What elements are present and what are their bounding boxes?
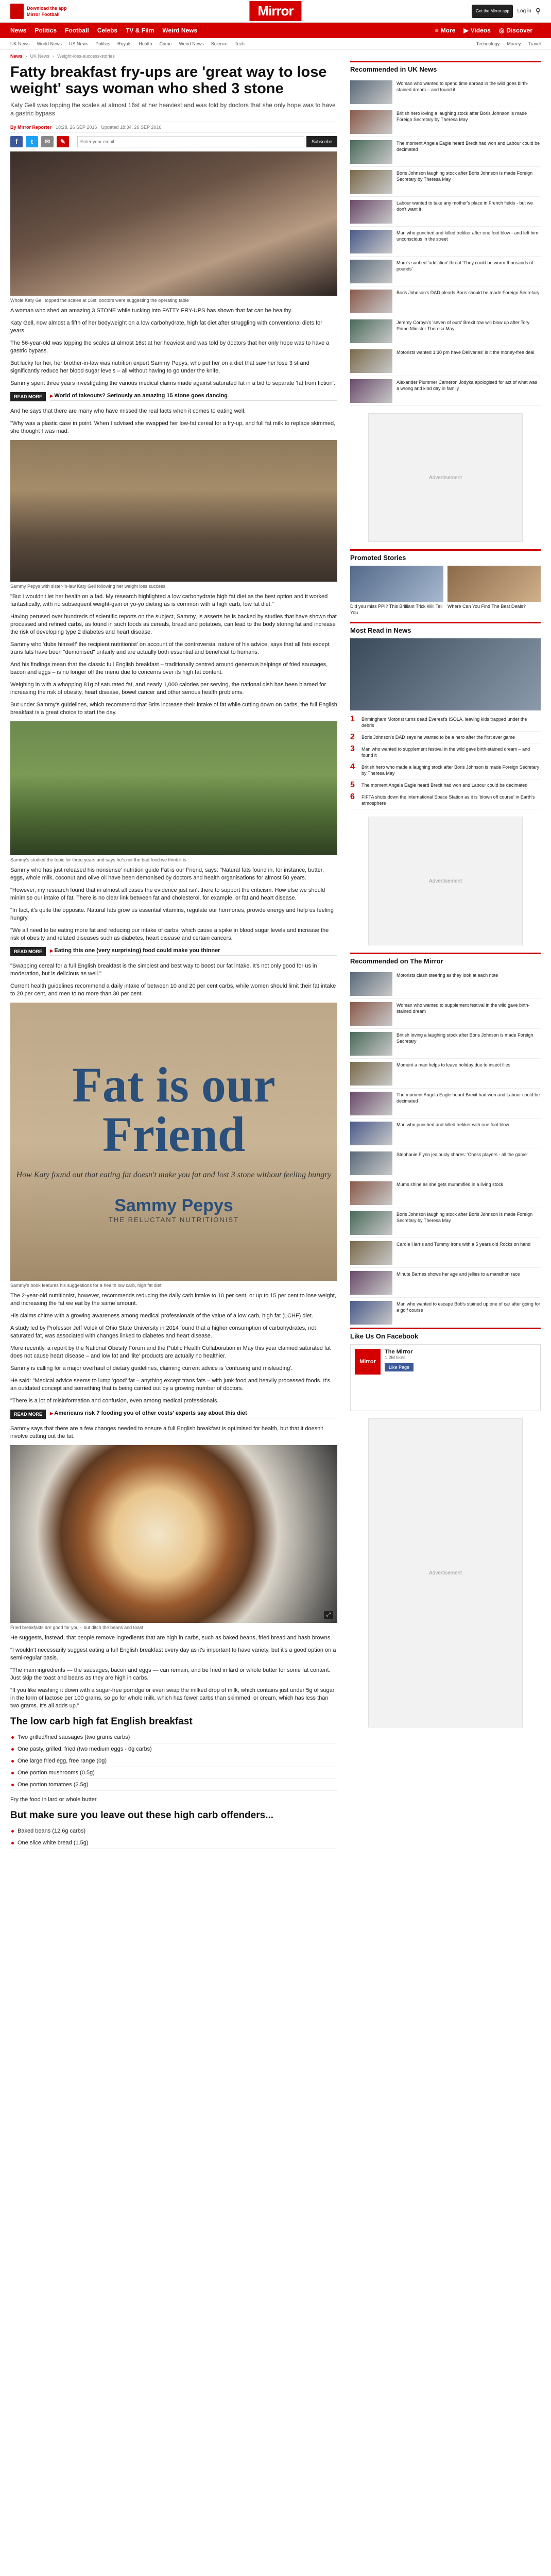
promoted-heading: Promoted Stories <box>350 549 541 566</box>
story-title: British hero loving a laughing stock after Boris Johnson is made Foreign Secretary by Theresa May <box>397 111 527 122</box>
book-quote: How Katy found out that eating fat doesn't make you fat and lost 3 stone without feeling hungry <box>16 1170 332 1179</box>
article-image-couple[interactable] <box>10 440 337 582</box>
sidebar-story[interactable] <box>350 1298 541 1328</box>
fb-likes: 1.2M likes <box>385 1355 406 1360</box>
subnav-item[interactable]: Crime <box>159 41 172 46</box>
read-more-box <box>10 392 337 401</box>
subnav-item[interactable]: Health <box>139 41 152 46</box>
story-thumbnail <box>350 140 392 164</box>
email-icon[interactable]: ✉ <box>41 136 54 147</box>
breadcrumb-uk-news[interactable]: UK News <box>30 54 50 59</box>
section-heading: But make sure you leave out these high carb offenders... <box>10 1810 274 1821</box>
story-thumbnail <box>350 1062 392 1086</box>
paragraph: Current health guidelines recommend a daily intake of between 10 and 20 per cent carbs, while women should limit their fat intake to 20 per cent, and men to no more than 30 per cent. <box>10 983 336 997</box>
mirror-fb-logo[interactable]: Mirror <box>355 1349 381 1375</box>
story-thumbnail <box>350 1181 392 1205</box>
paragraph: But lucky for her, her brother-in-law was nutrition expert Sammy Pepys, who put her on a diet that saw her lose 3 st and significantly reduce her blood sugar levels – all without having to go under the knife. <box>10 360 309 374</box>
paragraph: More recently, a report by the National Obesity Forum and the Public Health Collaboration in May this year claimed saturated fat does not cause heart disease – and low fat and 'lite' products are actually no healthier. <box>10 1345 331 1359</box>
rank-number: 1 <box>350 715 355 723</box>
list-item: One slice white bread (1.5g) <box>10 1837 337 1849</box>
story-title: Woman who wanted to supplement festival in the wild gave birth-stained dream <box>397 1003 530 1014</box>
sub-nav <box>0 38 551 49</box>
paragraph: "The main ingredients — the sausages, bacon and eggs — can remain, and be fried in lard or whole butter for some fat content. Just skip the toast and beans as they are high in carbs. <box>10 1667 331 1681</box>
sidebar-story[interactable] <box>350 227 541 257</box>
subnav-item[interactable]: Money <box>507 41 521 46</box>
sidebar-story[interactable] <box>350 197 541 227</box>
mirror-logo[interactable]: Mirror <box>249 1 301 21</box>
list-item: Two grilled/fried sausages (two grams carbs) <box>10 1732 337 1743</box>
story-thumbnail <box>350 1241 392 1265</box>
subnav-item[interactable]: Politics <box>95 41 110 46</box>
story-thumbnail <box>350 1151 392 1175</box>
rank-number: 4 <box>350 762 355 771</box>
sidebar-story[interactable] <box>350 1238 541 1268</box>
image-caption: Whole Katy Gell topped the scales at 16st, doctors were suggesting the operating table <box>10 298 189 303</box>
most-read-title: British hero who made a laughing stock after Boris Johnson is made Foreign Secretary by Theresa May <box>361 765 540 776</box>
byline-author[interactable]: By Mirror Reporter <box>10 125 52 130</box>
most-read-title: The moment Angela Eagle heard Brexit had won and Labour could be decimated <box>361 783 528 788</box>
subnav-item[interactable]: UK News <box>10 41 30 46</box>
story-thumbnail <box>350 1271 392 1295</box>
subnav-item[interactable]: Royals <box>117 41 132 46</box>
most-read-item[interactable] <box>350 743 541 761</box>
recommended-mirror-heading: Recommended on The Mirror <box>350 953 541 969</box>
paragraph: Sammy who has just released his nonsense' nutrition guide Fat is our Friend, says: "Natural fats found in, for instance, butter, eggs, whole milk, coconut and olive oil have been demonised by doctors and health organisations for almost 50 years. <box>10 867 324 881</box>
story-title: Boris Johnson's DAD pleads Boris should be made Foreign Secretary <box>397 290 540 295</box>
article-image-breakfast[interactable] <box>10 1445 337 1623</box>
like-us-heading: Like Us On Facebook <box>350 1328 541 1344</box>
facebook-icon[interactable]: f <box>10 136 23 147</box>
paragraph: "I wouldn't necessarily suggest eating a full English breakfast every day as it's important to have variety, but it's a good option on a semi-regular basis. <box>10 1647 336 1661</box>
article-image-book[interactable] <box>10 1003 337 1281</box>
paragraph: "But I wouldn't let her health on a fad. My research highlighted a low carbohydrate high fat diet as the best option and it worked fantastically, with no subsequent weight-gain or yo-yo dieting as is common with a high carb, low fat diet." <box>10 594 328 607</box>
sidebar-story[interactable] <box>350 1268 541 1298</box>
most-read-item[interactable] <box>350 791 541 809</box>
story-thumbnail <box>350 260 392 283</box>
list-item: One pasty, grilled, fried (two medium eggs - 0g carbs) <box>10 1743 337 1755</box>
sidebar-story[interactable] <box>350 346 541 376</box>
subnav-item[interactable]: Technology <box>476 41 500 46</box>
book-author: Sammy Pepys <box>114 1195 233 1215</box>
nav-item-videos[interactable]: ▶ Videos <box>463 27 491 34</box>
article-image-sammy[interactable] <box>10 721 337 855</box>
story-title: Man who punched and killed trekker with one foot blow <box>397 1122 509 1127</box>
story-title: Stephanie Flynn jealously shares: 'Chess players - all the game' <box>397 1152 528 1157</box>
sidebar-story[interactable] <box>350 376 541 406</box>
sidebar-story[interactable] <box>350 1029 541 1059</box>
recommended-heading: Recommended in UK News <box>350 61 541 77</box>
sidebar-story[interactable] <box>350 1089 541 1118</box>
paragraph: Sammy spent three years investigating the various medical claims made against saturated fat in a bid to separate 'fat from fiction'. <box>10 380 335 386</box>
read-more-box <box>10 1410 337 1419</box>
story-thumbnail <box>350 1122 392 1145</box>
promoted-stories <box>350 566 541 616</box>
image-caption: Sammy Pepys with sister-in-law Katy Gell following her weight loss success <box>10 584 166 589</box>
nav-item-football[interactable]: Football <box>65 27 89 34</box>
story-title: Mum's sunbed 'addiction' threat 'They could be worm-thousands of pounds' <box>397 260 533 272</box>
paragraph: And he says that there are many who have missed the real facts when it comes to eating well. <box>10 408 246 414</box>
sidebar-story[interactable] <box>350 969 541 999</box>
subnav-item[interactable]: Weird News <box>179 41 204 46</box>
list-item: One portion mushrooms (0.5g) <box>10 1767 337 1779</box>
most-read-item[interactable] <box>350 714 541 732</box>
story-thumbnail <box>350 80 392 104</box>
story-thumbnail <box>350 349 392 373</box>
offenders-list <box>10 1825 337 1849</box>
standfirst: Katy Gell was topping the scales at almost 16st at her heaviest and was told by doctors that she only hope was to have a gastric bypass <box>10 101 336 117</box>
promoted-story[interactable] <box>350 566 443 616</box>
search-icon[interactable]: ⚲ <box>535 7 541 15</box>
sidebar-story[interactable] <box>350 1059 541 1089</box>
most-read-title: Man who wanted to supplement festival in the wild gave birth-stained dream – and found it <box>361 747 530 758</box>
paragraph: Sammy is calling for a major overhaul of dietary guidelines, claiming current advice is 'confusing and misleading'. <box>10 1365 293 1371</box>
story-thumbnail <box>350 379 392 403</box>
nav-item-more[interactable]: ≡ More <box>435 27 456 34</box>
story-thumbnail <box>350 1092 392 1115</box>
list-footer: Fry the food in lard or whole butter. <box>10 1797 98 1803</box>
paragraph: A woman who shed an amazing 3 STONE while tucking into FATTY FRY-UPS has shown that fat can be healthy. <box>10 308 292 314</box>
most-read-title: Birmingham Motorist turns dead Everest's ISOLA, leaving kids trapped under the debris <box>361 717 527 728</box>
story-thumbnail <box>350 1002 392 1026</box>
most-read-title: FIFTA shuts down the International Space Station as it is 'blown off course' in Earth's atmosphere <box>361 794 535 806</box>
story-title: Jeremy Corbyn's 'seven of ours' Brexit row will blow up after Tory Prime Minister Theresa May <box>397 320 530 331</box>
menu-icon: ≡ <box>435 27 439 34</box>
share-bar <box>10 136 337 147</box>
sidebar-story[interactable] <box>350 77 541 107</box>
story-title: Mums shine as she gets mummified in a living stock <box>397 1182 504 1187</box>
byline-updated: Updated 18:34, 26 SEP 2016 <box>101 125 162 130</box>
sidebar-story[interactable] <box>350 1178 541 1208</box>
paragraph: He suggests, instead, that people remove ingredients that are high in carbs, such as baked beans, fried bread and hash browns. <box>10 1635 332 1641</box>
paragraph: "If you like washing it down with a sugar-free porridge or even swap the milked drop of milk, which contains just under 5g of sugar in the form of lactose per 100 grams, so go for whole milk, which has fewer carbs than skimmed, or cream, which has less than two grams. It's all adds up." <box>10 1687 335 1709</box>
story-title: Alexander Plummer Cameron Jodyka apologised for act of what was a wrong and kind day in family <box>397 380 538 391</box>
read-more-badge: READ MORE <box>10 392 46 401</box>
read-more-link[interactable]: ▶ World of takeouts? Seriously an amazing 15 stone goes dancing <box>50 393 337 401</box>
sidebar-story[interactable] <box>350 316 541 346</box>
advertisement[interactable]: Advertisement <box>368 817 523 945</box>
story-title: Man who punched and killed trekker after one foot blow - and left him unconscious in the street <box>397 230 539 242</box>
list-item: One portion tomatoes (2.5g) <box>10 1779 337 1791</box>
paragraph: "We all need to be eating more fat and reducing our intake of carbs, which cause a spike in blood sugar levels and increase the risk of obesity and related diseases such as diabetes, heart disease and certain cancers. <box>10 927 329 941</box>
story-title: The moment Angela Eagle heard Brexit had won and Labour could be decimated <box>397 1092 540 1104</box>
book-title: Fat is our Friend <box>72 1057 276 1162</box>
newsletter-signup <box>77 136 337 147</box>
sidebar-story[interactable] <box>350 286 541 316</box>
story-title: Boris Johnson laughing stock after Boris Johnson is made Foreign Secretary by Theresa May <box>397 171 533 182</box>
book-subtitle: THE RELUCTANT NUTRITIONIST <box>108 1215 239 1224</box>
paragraph: Sammy who 'dubs himself' the recipient nutritionist' on account of the controversial nature of his advice, says that all fats except trans fats have been "demonised" unfairly and are actually both essential and beneficial to humans. <box>10 641 330 655</box>
paragraph: The 2-year-old nutritionist, however, recommends reducing the daily carb intake to 10 per cent, or up to 15 per cent to lose weight, and increasing the fat we eat by the same amount. <box>10 1293 336 1307</box>
twitter-icon[interactable]: t <box>26 136 38 147</box>
story-title: Carole Harris and Tummy Irons with a 5 years old Rocks on hand <box>397 1242 531 1247</box>
paragraph: Having perused over hundreds of scientific reports on the subject, Sammy, is asserts he is backed by studies that have shown that processed and refined carbs, as found in such foods as cereals, bread and potatoes, can lead to the body storing fat and increase the risk of developing type 2 diabetes and heart disease. <box>10 614 337 635</box>
most-read-item[interactable] <box>350 732 541 743</box>
breadcrumb-news[interactable]: News <box>10 54 23 59</box>
paragraph: Katy Gell, now almost a fifth of her bodyweight on a low carbohydrate, high fat diet after struggling with conventional diets for years. <box>10 320 322 334</box>
app-badge[interactable]: Get the Mirror app <box>472 5 513 18</box>
paragraph: "Why was a plastic case in point. When I advised she swapped her low-fat cereal for a fry-up, and full fat milk to replace skimmed, she thought I was mad. <box>10 420 336 434</box>
paragraph: And his findings mean that the classic full English breakfast – traditionally centred around generous helpings of fried sausages, bacon and eggs – is no longer off the menu due to concerns over its high fat content. <box>10 662 328 675</box>
story-thumbnail <box>350 1032 392 1056</box>
article <box>10 61 337 1854</box>
fb-like-button[interactable]: Like Page <box>385 1363 414 1371</box>
rank-number: 6 <box>350 792 355 801</box>
story-thumbnail <box>350 170 392 194</box>
nav-item-tv-film[interactable]: TV & Film <box>126 27 154 34</box>
promoted-thumb <box>447 566 541 602</box>
paragraph: Sammy says that there are a few changes needed to ensure a full English breakfast is optimised for health, but that it doesn't involve cutting out the fat. <box>10 1426 323 1439</box>
headline: Fatty breakfast fry-ups are 'great way to lose weight' says woman who shed 3 stone <box>10 64 327 97</box>
sidebar-story[interactable] <box>350 257 541 286</box>
newsletter-email-input[interactable] <box>77 136 304 147</box>
paragraph: "In fact, it's quite the opposite. Natural fats grow us essential vitamins, regulate our hormones, provide energy and help us feeling hungry. <box>10 907 334 921</box>
subnav-item[interactable]: US News <box>68 41 89 46</box>
most-read-item[interactable] <box>350 779 541 791</box>
story-thumbnail <box>350 110 392 134</box>
paragraph: But under Sammy's guidelines, which recommend that Brits increase their intake of fat while cutting down on carbs, the full English breakfast is a great choice to start the day. <box>10 702 337 716</box>
image-caption: Sammy's book features his suggestions for a health low carb, high fat diet <box>10 1283 162 1288</box>
most-read-heading: Most Read in News <box>350 622 541 638</box>
compass-icon: ◎ <box>498 27 505 34</box>
rank-number: 3 <box>350 744 355 753</box>
read-more-badge: READ MORE <box>10 1410 46 1419</box>
story-title: Moment a man helps to leave holiday due to insect flies <box>397 1062 511 1067</box>
promoted-text: Did you miss PPI? This Brilliant Trick Will Tell You <box>350 604 443 615</box>
main-nav <box>0 23 551 38</box>
nav-item-discover[interactable]: ◎ Discover <box>498 27 532 34</box>
sidebar-story[interactable] <box>350 999 541 1029</box>
story-title: Minute Barnes shows her age and jellies to a marathon race <box>397 1272 520 1277</box>
top-bar <box>0 0 551 23</box>
fb-page-name[interactable]: The Mirror <box>385 1349 413 1355</box>
story-thumbnail <box>350 1301 392 1325</box>
story-title: The moment Angela Eagle heard Brexit had won and Labour could be decimated <box>397 141 540 152</box>
story-thumbnail <box>350 319 392 343</box>
promo-text: Download the app <box>27 5 67 11</box>
story-thumbnail <box>350 290 392 313</box>
story-title: Motorists clash steering as they look at each note <box>397 973 498 978</box>
nav-item-politics[interactable]: Politics <box>35 27 57 34</box>
paragraph: Weighing in with a whopping 81g of saturated fat, and nearly 1,000 calories per serving, the national dish has been blamed for increasing the risk of obesity, heart disease, bowel cancer and other serious health problems. <box>10 682 326 696</box>
sidebar <box>348 61 541 1854</box>
image-caption: Sammy's studied the topic for three years and says he's not the bad food we think it is <box>10 857 186 862</box>
promo-sub: Mirror Football <box>27 11 60 17</box>
byline-date: 18:28, 26 SEP 2016 <box>56 125 97 130</box>
story-title: Boris Johnson laughing stock after Boris Johnson is made Foreign Secretary by Theresa May <box>397 1212 533 1223</box>
nav-item-news[interactable]: News <box>10 27 27 34</box>
sidebar-story[interactable] <box>350 137 541 167</box>
promoted-text: Where Can You Find The Best Deals? <box>447 604 526 609</box>
list-item: One large fried egg, free range (0g) <box>10 1755 337 1767</box>
advertisement[interactable]: Advertisement <box>368 413 523 542</box>
story-title: Woman who wanted to spend time abroad in the wild goes birth-stained dream – and found it <box>397 81 528 92</box>
phone-icon <box>10 4 24 19</box>
sidebar-story[interactable] <box>350 1208 541 1238</box>
sidebar-story[interactable] <box>350 1118 541 1148</box>
sidebar-story[interactable] <box>350 1148 541 1178</box>
app-promo[interactable] <box>10 4 67 19</box>
nav-item-weird-news[interactable]: Weird News <box>162 27 198 34</box>
image-caption: Fried breakfasts are good for you – but ditch the beans and toast <box>10 1625 144 1630</box>
rank-number: 2 <box>350 733 355 741</box>
paragraph: The 56-year-old was topping the scales at almost 16st at her heaviest and was told by doctors that her only hope was to have a gastric bypass. <box>10 340 330 354</box>
section-heading: The low carb high fat English breakfast <box>10 1716 193 1727</box>
story-title: Labour wanted to take any mother's place in French fields - but we don't want it <box>397 200 533 212</box>
story-title: Motorists wanted 1:30 pm have Deliveries' is it the money-free deal <box>397 350 535 355</box>
rank-number: 5 <box>350 781 355 789</box>
paragraph: "Swapping cereal for a full English breakfast is the simplest and best way to boost our fat intake. It's not only good for us in moderation, but is delicious as well." <box>10 963 317 977</box>
paragraph: A study led by Professor Jeff Volek of Ohio State University in 2014 found that a higher consumption of carbohydrates, not saturated fat, was associated with changes linked to diabetes and heart disease. <box>10 1325 316 1339</box>
sidebar-story[interactable] <box>350 107 541 137</box>
paragraph: He said: "Medical advice seems to lump 'good' fat – anything except trans fats – with junk food and heavily processed foods. It's an outdated concept and something that is being carried out by a growing number of doctors. <box>10 1378 331 1392</box>
story-title: British loving a laughing stock after Boris Johnson is made Foreign Secretary <box>397 1032 533 1044</box>
subscribe-button[interactable]: Subscribe <box>306 136 337 147</box>
subnav-item[interactable]: Science <box>211 41 228 46</box>
expand-icon[interactable]: ⤢ <box>324 1611 333 1619</box>
story-title: Man who wanted to escape Bob's stained up one of car after going for a golf course <box>397 1301 540 1313</box>
paragraph: "There is a lot of misinformation and confusion, even among medical professionals. <box>10 1398 219 1404</box>
read-more-box <box>10 947 337 956</box>
promoted-story[interactable] <box>447 566 541 616</box>
read-more-link[interactable]: ▶ Americans risk 7 fooding you of other costs' experts say about this diet <box>50 1410 337 1418</box>
most-read-item[interactable] <box>350 761 541 779</box>
article-image-katy[interactable] <box>10 151 337 296</box>
read-more-badge: READ MORE <box>10 947 46 956</box>
paragraph: His claims chime with a growing awareness among medical professionals of the value of a low carb, high fat (LCHF) diet. <box>10 1313 314 1319</box>
list-item: Baked beans (12.6g carbs) <box>10 1825 337 1837</box>
promoted-thumb <box>350 566 443 602</box>
sidebar-story[interactable] <box>350 167 541 197</box>
subnav-item[interactable]: Travel <box>528 41 541 46</box>
paragraph: "However, my research found that in almost all cases the evidence just isn't there to support the criticism. How else we should minimise our intake of fat. There is no clear link between fat and cholesterol, for example, or fat and heart disease. <box>10 887 325 901</box>
story-thumbnail <box>350 230 392 253</box>
story-thumbnail <box>350 972 392 996</box>
login-link[interactable]: Log in <box>517 8 531 14</box>
read-more-link[interactable]: ▶ Eating this one (very surprising) food could make you thinner <box>50 947 337 956</box>
most-read-title: Boris Johnson's DAD says he wanted to be a hero after the first ever game <box>361 735 515 740</box>
nav-item-celebs[interactable]: Celebs <box>97 27 118 34</box>
breadcrumb: News › UK News › Weight-loss-success-stories <box>10 54 115 59</box>
most-read-hero-image[interactable] <box>350 638 541 710</box>
comment-icon[interactable]: ✎ <box>57 136 69 147</box>
facebook-widget <box>350 1344 541 1411</box>
byline <box>10 122 337 133</box>
breakfast-list <box>10 1732 337 1791</box>
advertisement-tall[interactable]: Advertisement <box>368 1418 523 1727</box>
breadcrumb-weight-loss[interactable]: Weight-loss-success-stories <box>57 54 115 59</box>
story-thumbnail <box>350 1211 392 1235</box>
story-thumbnail <box>350 200 392 224</box>
subnav-item[interactable]: World News <box>37 41 62 46</box>
play-icon: ▶ <box>463 27 469 34</box>
subnav-item[interactable]: Tech <box>234 41 245 46</box>
